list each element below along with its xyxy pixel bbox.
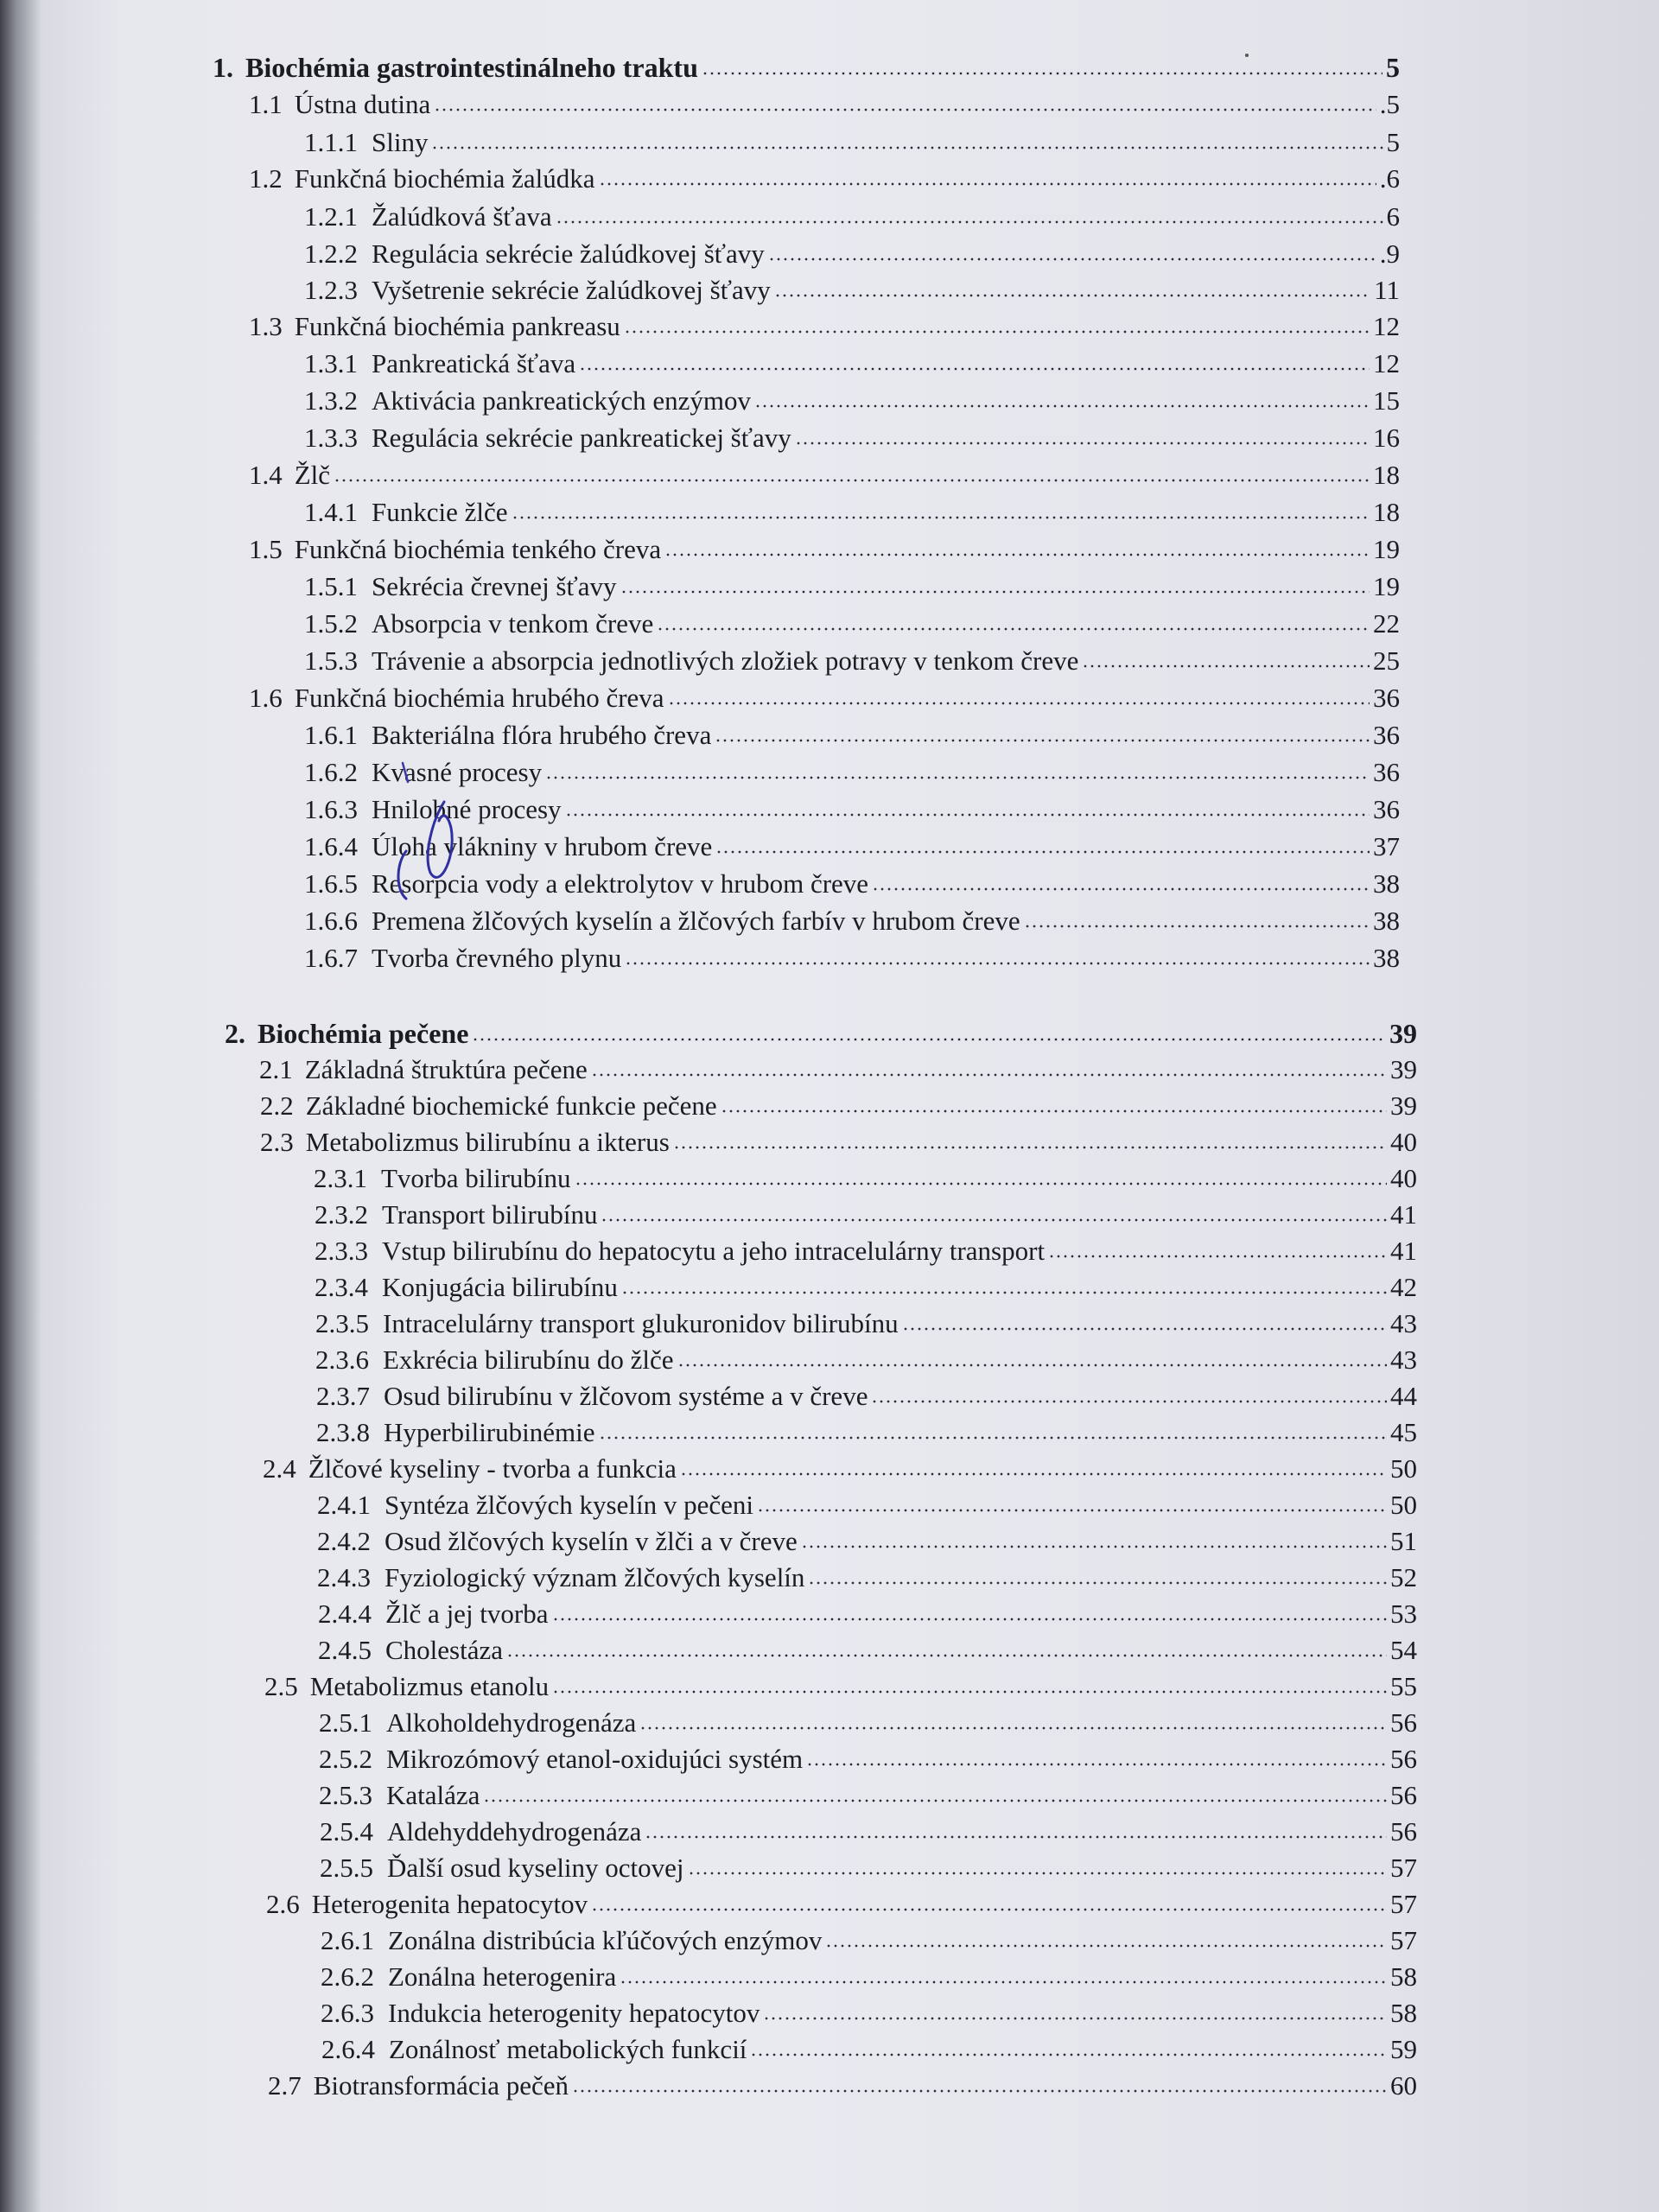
toc-entry bbox=[317, 1560, 1417, 1595]
toc-entry-page: 43 bbox=[1390, 1344, 1417, 1375]
toc-entry-number: 2.6.4 bbox=[321, 2034, 375, 2064]
dot-leader bbox=[601, 1218, 1387, 1222]
toc-entry-title: Biochémia pečene bbox=[257, 1018, 469, 1049]
dot-leader bbox=[579, 367, 1370, 371]
toc-entry-title: Regulácia sekrécie pankreatickej šťavy bbox=[372, 423, 791, 453]
toc-entry-page: 58 bbox=[1390, 1961, 1417, 1992]
toc-entry bbox=[315, 1306, 1417, 1341]
toc-entry-page: 43 bbox=[1390, 1308, 1417, 1338]
toc-entry-title: Tvorba črevného plynu bbox=[372, 943, 622, 973]
dot-leader bbox=[645, 1835, 1387, 1839]
toc-entry-title: Intracelulárny transport glukuronidov bilirubínu bbox=[383, 1308, 899, 1338]
toc-entry bbox=[315, 1270, 1417, 1305]
dot-leader bbox=[572, 2089, 1387, 2093]
toc-entry-page: 51 bbox=[1390, 1526, 1417, 1556]
toc-entry-number: 1.6.3 bbox=[304, 794, 358, 824]
toc-entry-number: 2.3 bbox=[260, 1127, 294, 1157]
toc-entry-title: Alkoholdehydrogenáza bbox=[386, 1707, 637, 1738]
toc-entry-number: 2.6.1 bbox=[321, 1925, 374, 1955]
toc-entry bbox=[249, 87, 1400, 122]
toc-entry-page: 57 bbox=[1390, 1853, 1417, 1883]
toc-entry-title: Zonálna heterogenira bbox=[388, 1961, 617, 1992]
toc-entry-number: 1.3.1 bbox=[304, 348, 358, 378]
toc-entry-page: 56 bbox=[1390, 1744, 1417, 1774]
toc-entry bbox=[304, 644, 1400, 678]
toc-entry-page: 52 bbox=[1390, 1562, 1417, 1592]
toc-entry bbox=[319, 1742, 1417, 1777]
toc-entry-title: Kvasné procesy bbox=[372, 757, 543, 787]
toc-entry-title: Základné biochemické funkcie pečene bbox=[305, 1090, 717, 1121]
toc-entry-page: 16 bbox=[1373, 423, 1400, 453]
toc-entry-page: 39 bbox=[1389, 1018, 1417, 1049]
toc-entry-title: Sekrécia črevnej šťavy bbox=[372, 571, 617, 601]
toc-entry-number: 1.6.1 bbox=[304, 720, 358, 750]
toc-entry bbox=[213, 50, 1400, 85]
toc-entry bbox=[259, 1052, 1417, 1087]
toc-entry-title: Vyšetrenie sekrécie žalúdkovej šťavy bbox=[372, 275, 771, 305]
toc-entry bbox=[318, 1633, 1417, 1668]
toc-entry-title: Metabolizmus etanolu bbox=[309, 1671, 550, 1701]
toc-entry-page: 53 bbox=[1390, 1599, 1417, 1629]
toc-entry-title: Bakteriálna flóra hrubého čreva bbox=[372, 720, 712, 750]
dot-leader bbox=[334, 479, 1370, 482]
toc-entry-number: 2.4 bbox=[263, 1453, 296, 1484]
toc-entry-number: 1.3.3 bbox=[304, 423, 358, 453]
toc-entry-page: 60 bbox=[1390, 2070, 1417, 2101]
toc-entry-number: 1.2.2 bbox=[304, 238, 358, 269]
toc-entry-number: 2.4.2 bbox=[317, 1526, 371, 1556]
toc-entry bbox=[304, 867, 1400, 901]
dot-leader bbox=[768, 257, 1376, 261]
toc-entry-page: .6 bbox=[1379, 163, 1400, 194]
dot-leader bbox=[872, 887, 1370, 891]
dot-leader bbox=[1048, 1255, 1387, 1258]
dot-leader bbox=[715, 850, 1370, 854]
toc-entry bbox=[249, 458, 1400, 493]
toc-entry bbox=[316, 1379, 1417, 1414]
toc-entry-page: 44 bbox=[1390, 1381, 1417, 1411]
toc-entry-title: Fyziologický význam žlčových kyselín bbox=[385, 1562, 805, 1592]
toc-entry-title: Základná štruktúra pečene bbox=[304, 1054, 588, 1084]
toc-entry-number: 1.2.3 bbox=[304, 275, 358, 305]
toc-entry-title: Kataláza bbox=[386, 1780, 480, 1810]
toc-entry-number: 1.6.5 bbox=[304, 868, 358, 899]
toc-entry-title: Indukcia heterogenity hepatocytov bbox=[388, 1998, 760, 2028]
toc-entry-number: 2.3.7 bbox=[316, 1381, 370, 1411]
dot-leader bbox=[565, 813, 1370, 817]
dot-leader bbox=[808, 1581, 1387, 1585]
toc-entry-page: 57 bbox=[1390, 1925, 1417, 1955]
toc-entry bbox=[268, 2069, 1417, 2103]
toc-entry-page: 40 bbox=[1390, 1127, 1417, 1157]
dot-leader bbox=[575, 1182, 1387, 1185]
dot-leader bbox=[871, 1400, 1387, 1403]
toc-entry bbox=[304, 346, 1400, 381]
toc-entry-title: Ústna dutina bbox=[294, 89, 431, 119]
toc-entry bbox=[315, 1234, 1417, 1268]
toc-entry-number: 1.3 bbox=[249, 311, 283, 341]
toc-entry-number: 1.3.2 bbox=[304, 385, 358, 416]
toc-entry-number: 2.4.1 bbox=[317, 1490, 371, 1520]
toc-entry-number: 1.1.1 bbox=[304, 127, 358, 157]
dot-leader bbox=[673, 1146, 1387, 1149]
dot-leader bbox=[680, 1472, 1387, 1476]
toc-entry-page: 36 bbox=[1373, 794, 1400, 824]
toc-entry bbox=[316, 1415, 1417, 1450]
dot-leader bbox=[599, 182, 1376, 186]
toc-entry-number: 2.3.3 bbox=[315, 1236, 368, 1266]
dot-leader bbox=[625, 962, 1370, 965]
dot-leader bbox=[431, 146, 1382, 149]
toc-entry-number: 1.4 bbox=[249, 460, 283, 490]
toc-entry-title: Žlčové kyseliny - tvorba a funkcia bbox=[308, 1453, 677, 1484]
toc-entry-page: .5 bbox=[1379, 89, 1400, 119]
toc-entry-title: Hnilobné procesy bbox=[372, 794, 562, 824]
dot-leader bbox=[472, 1038, 1386, 1041]
toc-entry-title: Sliny bbox=[372, 127, 429, 157]
dot-leader bbox=[806, 1763, 1387, 1766]
dot-leader bbox=[721, 1109, 1387, 1113]
toc-entry-number: 1. bbox=[213, 52, 233, 83]
toc-entry-number: 2.6 bbox=[266, 1889, 300, 1919]
toc-entry bbox=[318, 1597, 1417, 1631]
toc-entry-title: Aktivácia pankreatických enzýmov bbox=[372, 385, 751, 416]
toc-entry-title: Funkčná biochémia hrubého čreva bbox=[294, 683, 664, 713]
toc-entry-page: 19 bbox=[1373, 571, 1400, 601]
toc-entry-title: Vstup bilirubínu do hepatocytu a jeho intracelulárny transport bbox=[382, 1236, 1046, 1266]
toc-entry-number: 2.5.5 bbox=[320, 1853, 373, 1883]
toc-entry bbox=[249, 681, 1400, 715]
dot-leader bbox=[552, 1690, 1387, 1694]
toc-entry-number: 2.5.1 bbox=[319, 1707, 372, 1738]
toc-entry-number: 2.4.4 bbox=[318, 1599, 372, 1629]
toc-entry-title: Osud bilirubínu v žlčovom systéme a v čreve bbox=[384, 1381, 868, 1411]
toc-entry bbox=[260, 1125, 1417, 1160]
toc-entry-title: Cholestáza bbox=[385, 1635, 504, 1665]
toc-entry-title: Pankreatická šťava bbox=[372, 348, 576, 378]
toc-entry bbox=[304, 273, 1400, 308]
toc-entry bbox=[264, 1669, 1417, 1704]
toc-entry-title: Trávenie a absorpcia jednotlivých zložiek potravy v tenkom čreve bbox=[372, 645, 1079, 676]
toc-entry-page: 40 bbox=[1390, 1163, 1417, 1193]
toc-entry-title: Zonálna distribúcia kľúčových enzýmov bbox=[388, 1925, 823, 1955]
dot-leader bbox=[591, 1908, 1387, 1911]
toc-entry-page: 5 bbox=[1386, 52, 1400, 83]
toc-entry bbox=[321, 1996, 1417, 2031]
toc-entry-number: 2.2 bbox=[260, 1090, 294, 1121]
dot-leader bbox=[750, 2053, 1387, 2056]
toc-entry bbox=[304, 125, 1400, 160]
toc-entry-number: 1.5 bbox=[249, 534, 283, 564]
toc-entry-number: 1.2 bbox=[249, 163, 283, 194]
toc-entry bbox=[320, 1851, 1417, 1885]
toc-entry bbox=[315, 1198, 1417, 1232]
toc-entry-page: 50 bbox=[1390, 1490, 1417, 1520]
toc-entry-title: Žlč bbox=[294, 460, 331, 490]
toc-entry-title: Tvorba bilirubínu bbox=[381, 1163, 571, 1193]
dot-leader bbox=[715, 739, 1370, 742]
toc-entry bbox=[304, 569, 1400, 604]
toc-entry-page: 12 bbox=[1373, 311, 1400, 341]
dot-leader bbox=[620, 1980, 1387, 1984]
toc-entry-page: 56 bbox=[1390, 1816, 1417, 1847]
toc-entry-page: 41 bbox=[1390, 1236, 1417, 1266]
dot-leader bbox=[552, 1618, 1388, 1621]
dot-leader bbox=[754, 404, 1370, 408]
dot-leader bbox=[545, 776, 1370, 779]
toc-entry-number: 2.5.2 bbox=[319, 1744, 372, 1774]
toc-entry-page: 22 bbox=[1373, 608, 1400, 639]
toc-entry-title: Žlč a jej tvorba bbox=[385, 1599, 549, 1629]
dot-leader bbox=[688, 1872, 1387, 1875]
toc-entry bbox=[319, 1778, 1417, 1813]
toc-entry-title: Zonálnosť metabolických funkcií bbox=[389, 2034, 747, 2064]
dot-leader bbox=[624, 330, 1370, 334]
toc-entry-number: 2.5.3 bbox=[319, 1780, 372, 1810]
toc-entry bbox=[317, 1524, 1417, 1559]
dot-leader bbox=[591, 1073, 1387, 1077]
toc-entry-title: Žalúdková šťava bbox=[372, 201, 552, 232]
toc-entry bbox=[315, 1343, 1417, 1377]
dot-leader bbox=[639, 1726, 1387, 1730]
toc-entry-title: Funkčná biochémia pankreasu bbox=[294, 311, 620, 341]
dot-leader bbox=[434, 108, 1376, 111]
dot-leader bbox=[621, 1291, 1387, 1294]
toc-entry-title: Exkrécia bilirubínu do žlče bbox=[383, 1344, 674, 1375]
dot-leader bbox=[763, 2017, 1387, 2020]
toc-entry-number: 1.6.4 bbox=[304, 831, 358, 861]
toc-entry bbox=[319, 1706, 1417, 1740]
toc-entry-page: 56 bbox=[1390, 1707, 1417, 1738]
toc-entry-page: 18 bbox=[1373, 460, 1400, 490]
toc-entry-title: Transport bilirubínu bbox=[382, 1199, 598, 1230]
dot-leader bbox=[774, 294, 1370, 297]
toc-entry-page: 19 bbox=[1373, 534, 1400, 564]
toc-entry-page: 5 bbox=[1386, 127, 1400, 157]
toc-entry-number: 1.2.1 bbox=[304, 201, 358, 232]
toc-entry bbox=[314, 1161, 1417, 1196]
toc-entry-page: 58 bbox=[1390, 1998, 1417, 2028]
toc-entry bbox=[304, 237, 1400, 271]
toc-entry-number: 1.6.2 bbox=[304, 757, 358, 787]
dot-leader bbox=[599, 1436, 1388, 1440]
toc-entry bbox=[304, 607, 1400, 641]
dot-leader bbox=[902, 1327, 1387, 1331]
toc-entry-number: 2.3.5 bbox=[315, 1308, 369, 1338]
toc-entry bbox=[304, 792, 1400, 827]
dot-leader bbox=[668, 702, 1370, 705]
toc-entry bbox=[320, 1815, 1417, 1849]
dot-leader bbox=[556, 220, 1383, 224]
toc-entry-page: 15 bbox=[1373, 385, 1400, 416]
toc-entry-title: Hyperbilirubinémie bbox=[384, 1417, 595, 1447]
toc-entry-page: 50 bbox=[1390, 1453, 1417, 1484]
toc-entry-number: 2.4.3 bbox=[317, 1562, 371, 1592]
toc-entry-page: 55 bbox=[1390, 1671, 1417, 1701]
dot-leader bbox=[657, 627, 1370, 631]
toc-entry-page: .9 bbox=[1379, 238, 1400, 269]
toc-entry-page: 39 bbox=[1390, 1054, 1417, 1084]
toc-entry-number: 1.1 bbox=[249, 89, 283, 119]
toc-entry-title: Funkčná biochémia tenkého čreva bbox=[294, 534, 662, 564]
toc-entry-title: Konjugácia bilirubínu bbox=[382, 1272, 618, 1302]
toc-entry bbox=[304, 941, 1400, 976]
toc-entry bbox=[304, 830, 1400, 864]
toc-entry-page: 42 bbox=[1390, 1272, 1417, 1302]
toc-entry-page: 38 bbox=[1373, 868, 1400, 899]
dot-leader bbox=[664, 553, 1370, 556]
toc-entry bbox=[321, 1923, 1417, 1958]
toc-entry-page: 57 bbox=[1390, 1889, 1417, 1919]
toc-entry bbox=[249, 162, 1400, 196]
toc-entry-title: Úloha vlákniny v hrubom čreve bbox=[372, 831, 713, 861]
dot-leader bbox=[506, 1654, 1387, 1657]
toc-entry-number: 1.6.6 bbox=[304, 906, 358, 936]
toc-entry-number: 1.6.7 bbox=[304, 943, 358, 973]
toc-entry-title: Ďalší osud kyseliny octovej bbox=[387, 1853, 684, 1883]
dot-leader bbox=[1024, 925, 1370, 928]
toc-entry-number: 2.7 bbox=[268, 2070, 302, 2101]
toc-entry-number: 1.5.3 bbox=[304, 645, 358, 676]
toc-entry bbox=[263, 1452, 1417, 1486]
toc-entry-page: 41 bbox=[1390, 1199, 1417, 1230]
toc-entry bbox=[304, 200, 1400, 234]
toc-entry bbox=[249, 532, 1400, 567]
toc-entry-number: 2.4.5 bbox=[318, 1635, 372, 1665]
toc-entry-page: 59 bbox=[1390, 2034, 1417, 2064]
toc-entry-number: 1.5.2 bbox=[304, 608, 358, 639]
toc-entry bbox=[266, 1887, 1417, 1922]
toc-entry-title: Funkčná biochémia žalúdka bbox=[294, 163, 595, 194]
toc-entry-title: Resorpcia vody a elektrolytov v hrubom čreve bbox=[372, 868, 869, 899]
dot-leader bbox=[795, 442, 1370, 445]
toc-entry-number: 2.3.1 bbox=[314, 1163, 367, 1193]
toc-entry bbox=[321, 2032, 1417, 2067]
toc-entry-page: 36 bbox=[1373, 757, 1400, 787]
toc-entry-title: Biotransformácia pečeň bbox=[313, 2070, 569, 2101]
toc-entry-title: Premena žlčových kyselín a žlčových farbív v hrubom čreve bbox=[372, 906, 1020, 936]
toc-entry-page: 39 bbox=[1390, 1090, 1417, 1121]
toc-entry bbox=[304, 718, 1400, 753]
toc-entry-number: 1.5.1 bbox=[304, 571, 358, 601]
toc-entry-page: 38 bbox=[1373, 906, 1400, 936]
toc-entry-number: 2.5.4 bbox=[320, 1816, 373, 1847]
toc-entry-number: 2.3.6 bbox=[315, 1344, 369, 1375]
toc-entry bbox=[304, 755, 1400, 790]
toc-entry-title: Metabolizmus bilirubínu a ikterus bbox=[305, 1127, 670, 1157]
toc-entry bbox=[260, 1089, 1417, 1123]
toc-entry-page: 38 bbox=[1373, 943, 1400, 973]
toc-entry bbox=[304, 904, 1400, 938]
toc-entry-number: 2.6.3 bbox=[321, 1998, 374, 2028]
toc-entry-page: 54 bbox=[1390, 1635, 1417, 1665]
dot-leader bbox=[677, 1363, 1387, 1367]
toc-entry-number: 1.4.1 bbox=[304, 497, 358, 527]
dot-leader bbox=[1082, 664, 1370, 668]
toc-entry bbox=[321, 1960, 1417, 1994]
toc-entry-title: Biochémia gastrointestinálneho traktu bbox=[245, 52, 698, 83]
dot-leader bbox=[512, 516, 1370, 519]
toc-entry-page: 18 bbox=[1373, 497, 1400, 527]
dot-leader bbox=[825, 1944, 1387, 1948]
toc-entry-number: 2.3.2 bbox=[315, 1199, 368, 1230]
toc-entry-title: Syntéza žlčových kyselín v pečeni bbox=[385, 1490, 753, 1520]
toc-entry-title: Absorpcia v tenkom čreve bbox=[372, 608, 654, 639]
toc-entry-number: 2.6.2 bbox=[321, 1961, 374, 1992]
toc-entry bbox=[317, 1488, 1417, 1522]
toc-entry-page: 36 bbox=[1373, 683, 1400, 713]
toc-entry-number: 2.1 bbox=[259, 1054, 293, 1084]
dot-leader bbox=[757, 1509, 1387, 1512]
toc-entry-title: Funkcie žlče bbox=[372, 497, 508, 527]
toc-entry-number: 2. bbox=[225, 1018, 245, 1049]
toc-entry-number: 2.3.8 bbox=[316, 1417, 370, 1447]
toc-entry bbox=[304, 384, 1400, 418]
toc-entry bbox=[304, 421, 1400, 455]
dot-leader bbox=[483, 1799, 1387, 1802]
toc-entry-page: 56 bbox=[1390, 1780, 1417, 1810]
toc-entry bbox=[225, 1016, 1417, 1051]
toc-entry-page: 6 bbox=[1386, 201, 1400, 232]
dot-leader bbox=[801, 1545, 1387, 1548]
toc-entry-page: 25 bbox=[1373, 645, 1400, 676]
toc-entry-page: 36 bbox=[1373, 720, 1400, 750]
toc-entry bbox=[249, 309, 1400, 344]
toc-entry-title: Mikrozómový etanol-oxidujúci systém bbox=[386, 1744, 804, 1774]
toc-entry-page: 11 bbox=[1374, 275, 1400, 305]
dot-leader bbox=[702, 72, 1382, 75]
toc-entry-title: Heterogenita hepatocytov bbox=[311, 1889, 588, 1919]
toc-entry-page: 37 bbox=[1373, 831, 1400, 861]
toc-entry-page: 12 bbox=[1373, 348, 1400, 378]
toc-entry-title: Aldehyddehydrogenáza bbox=[387, 1816, 642, 1847]
toc-entry-page: 45 bbox=[1390, 1417, 1417, 1447]
toc-entry bbox=[304, 495, 1400, 530]
toc-entry-title: Regulácia sekrécie žalúdkovej šťavy bbox=[372, 238, 765, 269]
toc-entry-number: 2.3.4 bbox=[315, 1272, 368, 1302]
dot-leader bbox=[620, 590, 1370, 594]
toc-entry-title: Osud žlčových kyselín v žlči a v čreve bbox=[385, 1526, 798, 1556]
toc-entry-number: 1.6 bbox=[249, 683, 283, 713]
toc-entry-number: 2.5 bbox=[264, 1671, 298, 1701]
